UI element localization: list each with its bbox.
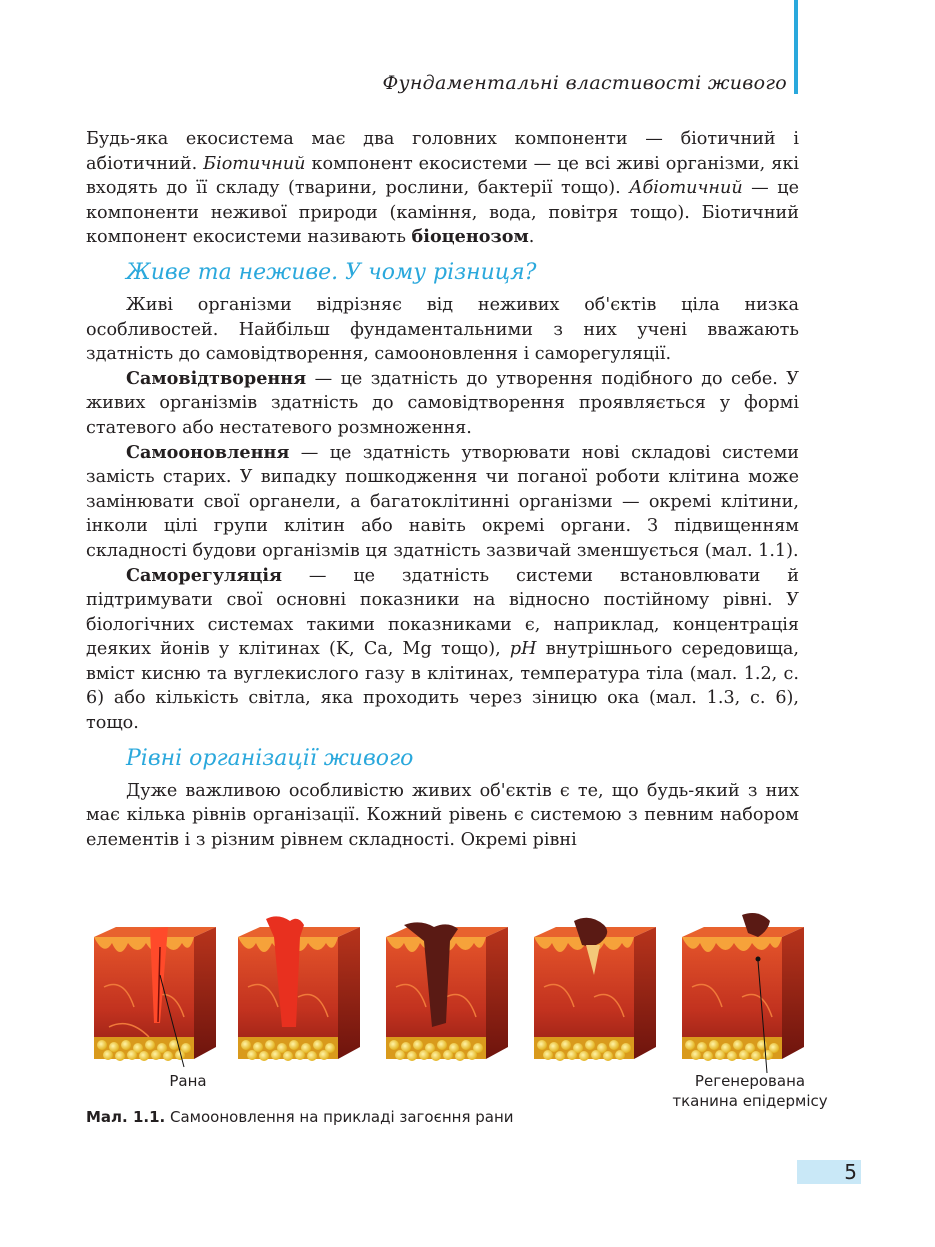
text-span: .: [528, 227, 535, 248]
page-number: 5: [844, 1160, 857, 1184]
paragraph-self-reproduction: [86, 367, 799, 441]
header-accent-rule: [794, 0, 798, 94]
text-span: Будь-яка екосистема має два головних компоненти — біотичний і абіотичний.: [86, 129, 799, 174]
term-abiotic: Абіотичний: [629, 178, 743, 199]
text-span: — це здатність утворювати нові складові системи замість старих. У випадку пошкодження чи поганої роботи клітина може замінювати свої органели, а багатоклітинні організми — окремі клітини, інколи цілі групи клітин або навіть окремі органи. З підвищенням складності будови організмів ця здатність зазвичай зменшується (мал. 1.1).: [86, 442, 799, 561]
text-span: — це компоненти неживої природи (каміння, вода, повітря тощо). Біотичний компонент екосистеми називають: [86, 178, 800, 248]
term-self-reproduction: Самовідтворення: [126, 367, 307, 389]
section-heading-living-nonliving: Живе та неживе. У чому різниця?: [126, 259, 537, 285]
paragraph-self-regulation: [86, 564, 799, 736]
text-span: внутрішнього середовища, вміст кисню та вуглекислого газу в клітинах, температура тіла (мал. 1.2, с. 6) або кількість світла, яка проходить через зіницю ока (мал. 1.3, с. 6), тощо.: [86, 639, 799, 734]
paragraph-levels: Дуже важливою особливістю живих об'єктів є те, що будь-який з них має кілька рівнів організації. Кожний рівень є системою з певним набором елементів і з різним рівнем складності. Окремі рівні: [86, 780, 799, 850]
intro-paragraph: [86, 127, 799, 250]
term-biocenosis: біоценозом: [411, 226, 529, 248]
label-wound: Рана: [169, 1072, 207, 1090]
caption-text: Самооновлення на прикладі загоєння рани: [165, 1108, 514, 1126]
term-self-renewal: Самооновлення: [126, 441, 290, 463]
text-span: компонент екосистеми — це всі живі організми, які входять до її складу (тварини, рослини, бактерії тощо).: [86, 153, 799, 199]
text-span: — це здатність до утворення подібного до себе. У живих організмів здатність до самовідтворення проявляється у формі статевого або нестатевого розмноження.: [86, 368, 799, 438]
skin-block-5: [682, 913, 804, 1061]
figure-caption: [86, 1108, 514, 1126]
skin-block-1: [94, 927, 216, 1061]
section-heading-levels: Рівні організації живого: [126, 745, 414, 771]
paragraph-self-renewal: [86, 441, 799, 564]
running-title: Фундаментальні властивості живого: [382, 72, 787, 94]
skin-block-3: [386, 922, 508, 1061]
label-regenerated-line2: тканина епідермісу: [672, 1092, 828, 1110]
skin-block-4: [534, 918, 656, 1061]
figure-wound-healing: [86, 905, 826, 1135]
term-biotic: Біотичний: [203, 153, 306, 174]
paragraph-features: Живі організми відрізняє від неживих об'єктів ціла низка особливостей. Найбільш фундаментальними з них учені вважають здатність до самовідтворення, самооновлення і саморегуляції.: [86, 294, 799, 365]
main-text: [86, 127, 799, 852]
label-regenerated: [660, 1071, 840, 1111]
caption-number: Мал. 1.1.: [86, 1108, 166, 1126]
label-regenerated-line1: Регенерована: [694, 1072, 806, 1090]
term-ph: pH: [509, 639, 537, 660]
text-span: — це здатність системи встановлювати й підтримувати свої основні показники на відносно постійному рівні. У біологічних системах такими показниками є, наприклад, концентрація деяких йонів у клітинах (K, Ca, Mg тощо),: [86, 565, 799, 660]
term-self-regulation: Саморегуляція: [126, 564, 283, 586]
skin-block-2: [238, 916, 360, 1061]
page-number-tab: [797, 1160, 861, 1184]
